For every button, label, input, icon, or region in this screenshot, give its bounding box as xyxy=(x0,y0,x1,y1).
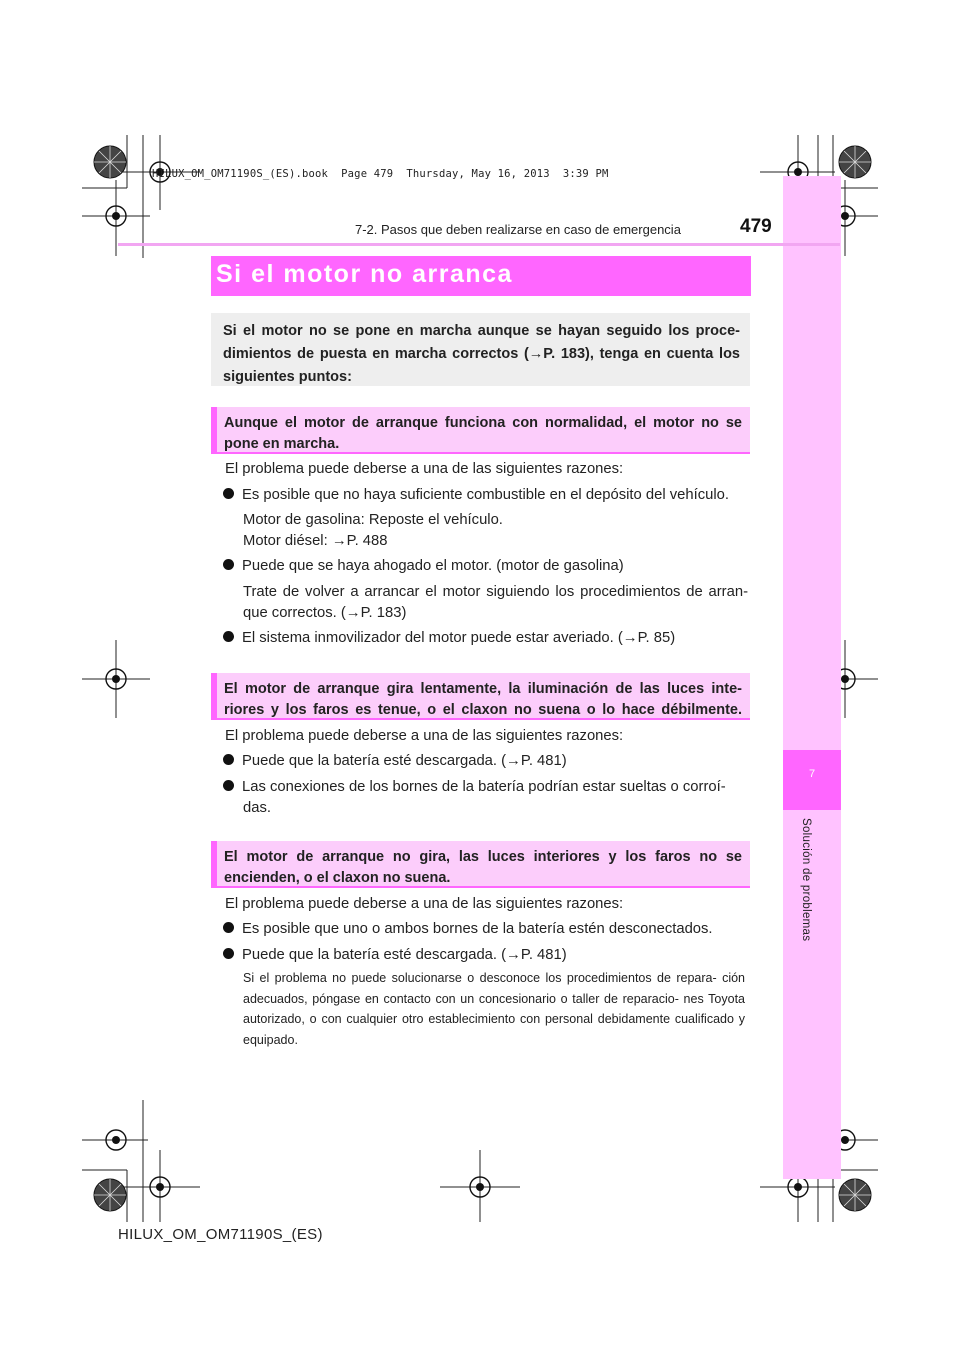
section-heading-3 xyxy=(211,841,750,888)
intro-box: Si el motor no se pone en marcha aunque se hayan seguido los proce- dimientos de puesta en marcha correctos (→P. 183), tenga en cuenta los siguientes puntos: xyxy=(211,313,750,386)
list-item: Es posible que uno o ambos bornes de la batería estén desconectados. xyxy=(223,920,748,939)
bullet-icon xyxy=(223,631,234,642)
bullet-detail: Motor diésel: →P. 488 xyxy=(243,533,388,549)
section-heading-1-line-2: pone en marcha. xyxy=(224,436,340,452)
bullet-icon xyxy=(223,754,234,765)
bullet-icon xyxy=(223,559,234,570)
section-heading-2 xyxy=(211,673,750,720)
section-header: 7-2. Pasos que deben realizarse en caso de emergencia xyxy=(355,222,681,237)
section-1-lead: El problema puede deberse a una de las siguientes razones: xyxy=(225,461,624,477)
section-heading-3-line-2: encienden, o el claxon no suena. xyxy=(224,870,451,886)
section-heading-1-line-1: Aunque el motor de arranque funciona con normalidad, el motor no se xyxy=(224,415,742,431)
section-heading-1 xyxy=(211,407,750,454)
footer-book-code: HILUX_OM_OM71190S_(ES) xyxy=(118,1226,323,1243)
bullet-detail: das. xyxy=(243,800,271,816)
page-title: Si el motor no arranca xyxy=(216,260,513,288)
list-item: Las conexiones de los bornes de la batería podrían estar sueltas o corroí- xyxy=(223,778,748,797)
header-rule xyxy=(118,243,840,246)
bullet-icon xyxy=(223,780,234,791)
chapter-number: 7 xyxy=(808,768,816,780)
list-item: Puede que la batería esté descargada. (→P. 481) xyxy=(223,946,748,965)
list-item: Puede que la batería esté descargada. (→P. 481) xyxy=(223,752,748,771)
bullet-icon xyxy=(223,488,234,499)
note-text: Si el problema no puede solucionarse o desconoce los procedimientos de repara- ción adecuados, póngase en contacto con un concesionario o taller de reparacio- nes Toyota autorizado, o con cualquier otro establecimiento con personal debidamente cualificado y equipado. xyxy=(243,971,745,1047)
bullet-detail: Motor de gasolina: Reposte el vehículo. xyxy=(243,512,503,528)
chapter-label: Solución de problemas xyxy=(800,818,812,942)
section-2-lead: El problema puede deberse a una de las siguientes razones: xyxy=(225,728,624,744)
list-item: El sistema inmovilizador del motor puede estar averiado. (→P. 85) xyxy=(223,629,748,648)
bullet-icon xyxy=(223,922,234,933)
list-item: Es posible que no haya suficiente combustible en el depósito del vehículo. xyxy=(223,486,748,505)
page-number: 479 xyxy=(740,216,772,237)
bullet-detail: Trate de volver a arrancar el motor siguiendo los procedimientos de arran- xyxy=(243,584,748,600)
section-heading-3-line-1: El motor de arranque no gira, las luces interiores y los faros no se xyxy=(224,849,742,865)
chapter-tab-active xyxy=(783,750,841,810)
list-item: Puede que se haya ahogado el motor. (motor de gasolina) xyxy=(223,557,748,576)
bullet-detail: que correctos. (→P. 183) xyxy=(243,605,407,621)
chapter-side-tab xyxy=(783,176,841,1179)
section-3-lead: El problema puede deberse a una de las siguientes razones: xyxy=(225,896,624,912)
section-heading-2-line-1: El motor de arranque gira lentamente, la iluminación de las luces inte- xyxy=(224,681,742,697)
section-heading-2-line-2: riores y los faros es tenue, o el claxon no suena o lo hace débilmente. xyxy=(224,702,742,718)
bullet-icon xyxy=(223,948,234,959)
book-info: HILUX_OM_OM71190S_(ES).book Page 479 Thursday, May 16, 2013 3:39 PM xyxy=(152,168,609,180)
